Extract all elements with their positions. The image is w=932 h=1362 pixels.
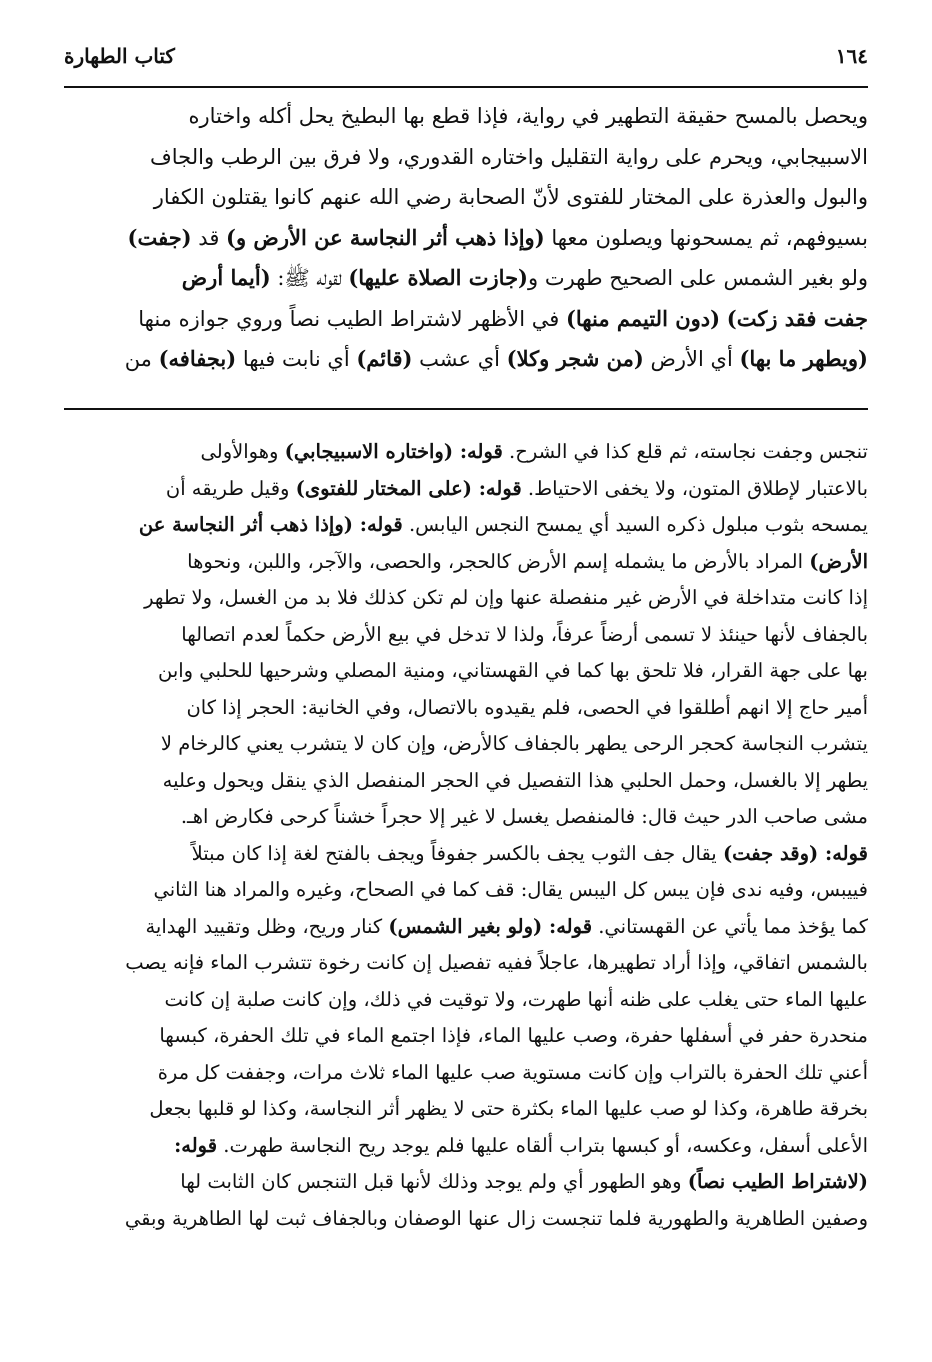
sharh-text-run: يمسحه بثوب مبلول ذكره السيد أي يمسح النجس اليابس.: [402, 513, 868, 536]
sharh-line: [64, 580, 868, 617]
matn-line: [64, 218, 868, 259]
sharh-line: [64, 653, 868, 690]
sharh-text-run: كما يؤخذ مما يأتي عن القهستاني.: [592, 914, 868, 938]
matn-text-run: أي نابت فيها: [236, 347, 357, 371]
sharh-bold-phrase: قوله: (وقد جفت): [722, 841, 868, 865]
sharh-bold-phrase: (لاشتراط الطيب نصاً): [687, 1170, 868, 1193]
sharh-text-run: وصفين الطاهرية والطهورية فلما تنجست زال عنها الوصفان وبالجفاف ثبت لها الطاهرية وبقي: [124, 1206, 868, 1230]
matn-text-block: [64, 96, 868, 380]
page-number: ١٦٤: [835, 44, 868, 68]
sharh-text-run: بالجفاف لأنها حينئذ لا تسمى أرضاً عرفاً، ولذا لا تدخل في بيع الأرض حكماً لعدم اتصالها: [181, 622, 868, 646]
matn-line: [64, 339, 868, 380]
sharh-line: [64, 1055, 868, 1092]
matn-text-run: بسيوفهم، ثم يمسحونها ويصلون معها: [544, 225, 868, 250]
sharh-text-run: الأعلى أسفل، وعكسه، أو كبسها بتراب ألقاه عليها فلم يوجد ريح النجاسة طهرت.: [217, 1133, 868, 1157]
matn-text-run: والبول والعذرة على المختار للفتوى لأنّ الصحابة رضي الله عنهم كانوا يقتلون الكفار: [153, 185, 868, 209]
sharh-line: [64, 799, 868, 836]
sharh-line: [64, 726, 868, 763]
sharh-text-run: يتشرب النجاسة كحجر الرحى يطهر بالجفاف كالأرض، وإن كان لا يتشرب يعني كالرخام لا: [160, 732, 868, 755]
matn-line: [64, 258, 868, 299]
sharh-line: [64, 690, 868, 727]
matn-bold-phrase: (من شجر وكلا): [506, 346, 644, 371]
matn-text-run: [720, 307, 727, 331]
sharh-text-run: يطهر إلا بالغسل، وحمل الحلبي هذا التفصيل في الحجر المنفصل الذي ينقل ويحول وعليه: [162, 768, 868, 792]
sharh-bold-phrase: قوله: (على المختار للفتوى): [295, 476, 522, 500]
sharh-line: [64, 1201, 868, 1238]
sharh-line: [64, 982, 868, 1019]
sharh-line: [64, 434, 868, 471]
matn-text-run: ولو بغير الشمس على الصحيح طهرت و: [528, 266, 868, 290]
sharh-text-run: وهوالأولى: [200, 440, 285, 463]
matn-line: [64, 299, 868, 340]
sharh-text-run: عليها الماء حتى يغلب على ظنه أنها طهرت، ولا توقيت في ذلك، وإن كانت صلبة إن كانت: [164, 987, 868, 1011]
sharh-bold-phrase: الأرض): [809, 549, 868, 573]
sharh-text-run: أمير حاج إلا انهم أطلقوا في الحصى، فلم يقيدوه بالاتصال، وفي الخانية: الحجر إذا كان: [186, 695, 868, 719]
matn-bold-phrase: (قائم): [356, 346, 413, 371]
header-divider: [64, 86, 868, 88]
sharh-line: [64, 471, 868, 508]
matn-bold-phrase: جفت فقد زكت): [726, 305, 868, 331]
matn-line: [64, 137, 868, 178]
matn-text-run: ويحصل بالمسح حقيقة التطهير في رواية، فإذا قطع بها البطيخ يحل أكله واختاره: [188, 104, 868, 128]
matn-text-run: قد: [191, 225, 227, 250]
sharh-line: [64, 1018, 868, 1055]
matn-bold-phrase: (بجفافه): [158, 346, 237, 371]
sharh-bold-phrase: قوله: (واختاره الاسبيجابي): [284, 440, 503, 463]
sharh-text-run: منحدرة حفر في أسفلها حفرة، وصب عليها الماء، فإذا اجتمع الماء في تلك الحفرة، كبسها: [159, 1024, 868, 1047]
sharh-line: [64, 909, 868, 946]
sharh-text-run: بها على جهة القرار، فلا تلحق بها كما في القهستاني، ومنية المصلي وشرحيها للحلبي وابن: [157, 659, 868, 682]
section-divider: [64, 408, 868, 410]
matn-bold-phrase: (أيما أرض: [181, 265, 271, 290]
sharh-text-run: فييبس، وفيه ندى فإن يبس كل اليبس يقال: قف كما في الصحاح، وغيره والمراد هنا الثاني: [153, 878, 868, 901]
sharh-line: [64, 544, 868, 581]
sharh-bold-phrase: قوله:: [174, 1133, 218, 1157]
sharh-bold-phrase: قوله: (وإذا ذهب أثر النجاسة عن: [138, 513, 403, 536]
sharh-text-run: المراد بالأرض ما يشمله إسم الأرض كالحجر، والحصى، والآجر، واللبن، ونحوها: [187, 549, 810, 573]
sharh-line: [64, 1164, 868, 1201]
matn-line: [64, 177, 868, 218]
sharh-line: [64, 617, 868, 654]
sharh-text-run: يقال جف الثوب يجف بالكسر جفوفاً ويجف بالفتح لغة إذا كان مبتلاً: [191, 841, 723, 865]
matn-bold-phrase: (ويطهر ما بها): [739, 346, 868, 371]
sharh-text-run: كنار وريح، وظل وتقييد الهداية: [145, 914, 389, 938]
sharh-line: [64, 872, 868, 909]
sharh-text-run: بخرقة طاهرة، وكذا لو صب عليها الماء بكثرة حتى لا يظهر أثر النجاسة، وكذا لو قلبها بجعل: [149, 1097, 868, 1120]
sharh-text-run: بالاعتبار لإطلاق المتون، ولا يخفى الاحتياط.: [521, 476, 868, 500]
matn-line: [64, 96, 868, 137]
sharh-text-run: أعني تلك الحفرة بالتراب وإن كانت مستوية صب عليها الماء ثلاث مرات، وجففت كل مرة: [157, 1060, 868, 1084]
matn-bold-phrase: (جازت الصلاة عليها): [348, 265, 528, 290]
sharh-line: [64, 763, 868, 800]
sharh-commentary-block: [64, 434, 868, 1237]
matn-bold-phrase: (دون التيمم منها): [565, 305, 721, 331]
page-header: [64, 36, 868, 76]
matn-text-run: من: [124, 347, 159, 371]
sharh-text-run: إذا كانت متداخلة في الأرض غير منفصلة عنها وإن لم تكن كذلك فلا بد من الغسل، ولا تطهر: [144, 586, 868, 609]
matn-text-run: الاسبيجابي، ويحرم على رواية التقليل واختاره القدوري، ولا فرق بين الرطب والجاف: [150, 144, 868, 169]
matn-bold-phrase: (وإذا ذهب أثر النجاسة عن الأرض و): [226, 224, 545, 250]
matn-text-run: في الأظهر لاشتراط الطيب نصاً وروي جوازه منها: [138, 306, 566, 331]
sharh-line: [64, 507, 868, 544]
sharh-line: [64, 836, 868, 873]
sharh-text-run: بالشمس اتفاقي، وإذا أراد تطهيرها، عاجلاً ففيه تفصيل إن كانت رخوة تتشرب الماء فإنه يصب: [125, 951, 868, 974]
matn-text-run: أي الأرض: [643, 347, 740, 371]
book-title: كتاب الطهارة: [64, 44, 175, 68]
sharh-bold-phrase: قوله: (ولو بغير الشمس): [388, 914, 593, 938]
matn-bold-phrase: (جفت): [127, 224, 192, 250]
sharh-text-run: تنجس وجفت نجاسته، ثم قلع كذا في الشرح.: [502, 440, 868, 463]
sharh-text-run: وهو الطهور أي ولم يوجد وذلك لأنها قبل التنجس كان الثابت لها: [180, 1170, 688, 1193]
sharh-text-run: وقيل طريقه أن: [165, 476, 296, 500]
sharh-text-run: مشى صاحب الدر حيث قال: فالمنفصل يغسل لا غير إلا حجراً خشناً كرحى فكارض اهـ.: [180, 805, 868, 828]
matn-text-run: لقوله ﷺ:: [270, 266, 349, 290]
matn-text-run: أي عشب: [412, 347, 507, 371]
sharh-line: [64, 945, 868, 982]
sharh-line: [64, 1091, 868, 1128]
sharh-line: [64, 1128, 868, 1165]
